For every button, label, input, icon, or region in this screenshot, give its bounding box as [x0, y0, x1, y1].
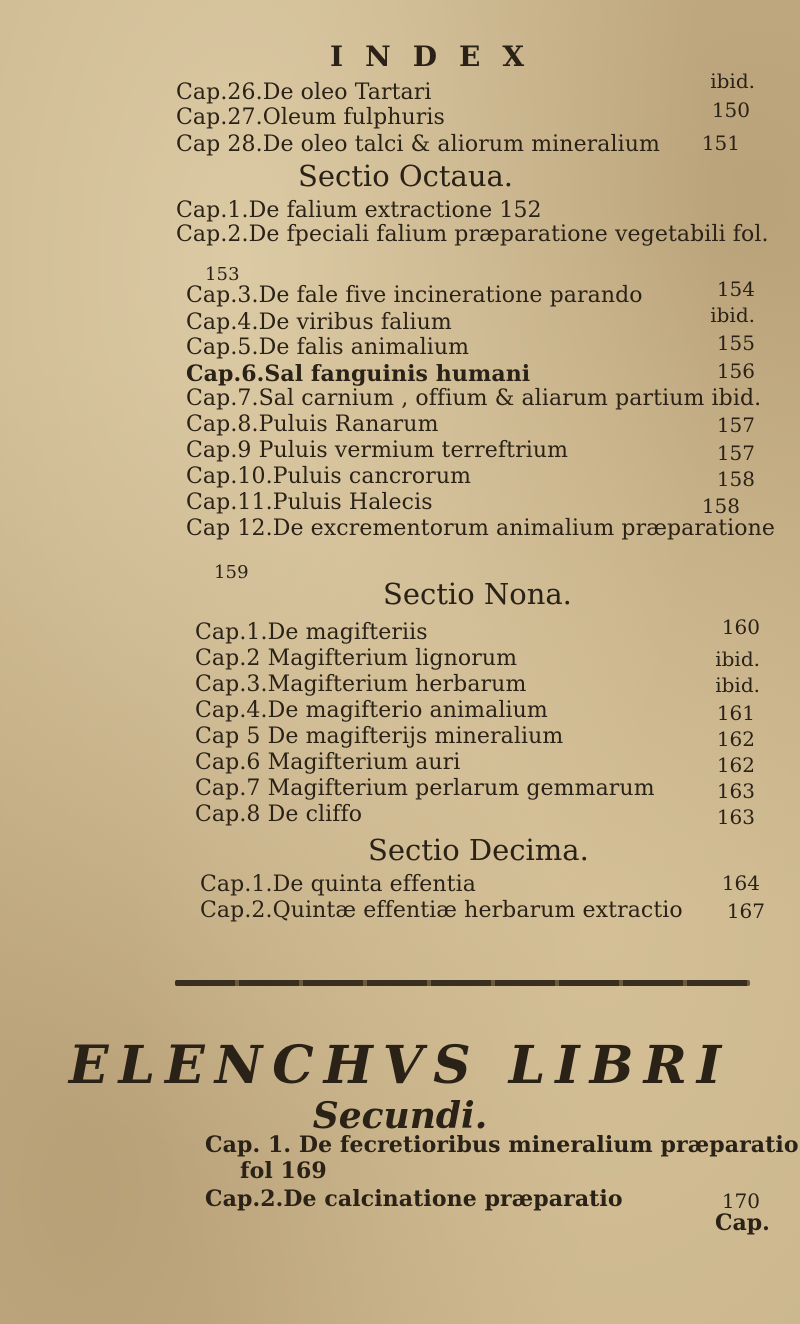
- index-entry: Cap.1.De magifteriis: [195, 620, 428, 645]
- page-ref: 157: [716, 413, 755, 437]
- index-entry: fol 169: [240, 1158, 327, 1184]
- index-entry: 153: [205, 264, 240, 285]
- page-ref: 155: [716, 331, 755, 355]
- index-entry: Cap.2.De fpeciali falium præparatione vegetabili fol.: [176, 222, 769, 247]
- page-ref: 157: [716, 441, 755, 465]
- section-title: Sectio Octaua.: [298, 159, 514, 193]
- page-ref: 158: [716, 467, 755, 491]
- elenchus-title: ELENCHVS LIBRI: [68, 1035, 732, 1096]
- page-ref: 154: [716, 277, 755, 301]
- page-ref: ibid.: [715, 673, 760, 697]
- catchword: Cap.: [715, 1210, 770, 1236]
- index-entry: Cap.3.De fale five incineratione parando: [186, 283, 643, 308]
- index-entry: Cap.2.De calcinatione præparatio: [205, 1186, 623, 1212]
- index-entry: Cap.6 Magifterium auri: [195, 750, 461, 775]
- section-title: Sectio Nona.: [383, 577, 572, 611]
- page-ref: ibid.: [715, 647, 760, 671]
- page-ref: 162: [716, 753, 755, 777]
- index-entry: Cap.10.Puluis cancrorum: [186, 464, 472, 489]
- section-title: Sectio Decima.: [368, 833, 589, 867]
- index-entry: Cap.7.Sal carnium , offium & aliarum partium ibid.: [186, 386, 762, 411]
- index-entry: 159: [214, 562, 249, 583]
- elenchus-subtitle: Secundi.: [312, 1095, 488, 1137]
- index-entry: Cap.5.De falis animalium: [186, 335, 470, 360]
- page-ref: 164: [721, 871, 760, 895]
- index-entry: Cap.8 De cliffo: [195, 802, 363, 827]
- page-ref: 167: [726, 899, 765, 923]
- index-entry: Cap. 1. De fecretioribus mineralium præparatio: [205, 1132, 799, 1158]
- page-ref: 156: [716, 359, 755, 383]
- page-ref: 162: [716, 727, 755, 751]
- index-entry: Cap.6.Sal fanguinis humani: [186, 361, 531, 387]
- index-entry: Cap.2 Magifterium lignorum: [195, 646, 518, 671]
- page-ref: 163: [716, 805, 755, 829]
- index-entry: Cap.4.De magifterio animalium: [195, 698, 548, 723]
- index-entry: Cap.11.Puluis Halecis: [186, 490, 433, 515]
- index-entry: Cap.4.De viribus falium: [186, 310, 452, 335]
- index-entry: Cap.7 Magifterium perlarum gemmarum: [195, 776, 655, 801]
- index-header: INDEX: [330, 40, 547, 73]
- index-entry: Cap.3.Magifterium herbarum: [195, 672, 527, 697]
- page-ref: 158: [701, 494, 740, 518]
- index-entry: Cap 12.De excrementorum animalium præparatione: [186, 516, 776, 541]
- index-entry: Cap.27.Oleum fulphuris: [176, 105, 445, 130]
- page-ref: 160: [721, 615, 760, 639]
- index-entry: Cap 5 De magifterijs mineralium: [195, 724, 564, 749]
- page-ref: 163: [716, 779, 755, 803]
- page-ref: 150: [711, 98, 750, 122]
- index-entry: Cap.2.Quintæ effentiæ herbarum extractio: [200, 898, 683, 923]
- page-ref: 170: [721, 1189, 760, 1213]
- index-entry: Cap.26.De oleo Tartari: [176, 80, 432, 105]
- page-ref: ibid.: [710, 303, 755, 327]
- page-ref: ibid.: [710, 69, 755, 93]
- index-entry: Cap.1.De quinta effentia: [200, 872, 476, 897]
- page-ref: 161: [716, 701, 755, 725]
- index-entry: Cap.9 Puluis vermium terreftrium: [186, 438, 569, 463]
- page-ref: 151: [701, 131, 740, 155]
- index-entry: Cap.8.Puluis Ranarum: [186, 412, 439, 437]
- index-entry: Cap 28.De oleo talci & aliorum mineralium: [176, 132, 661, 157]
- index-entry: Cap.1.De falium extractione 152: [176, 198, 542, 223]
- horizontal-rule: [175, 980, 750, 986]
